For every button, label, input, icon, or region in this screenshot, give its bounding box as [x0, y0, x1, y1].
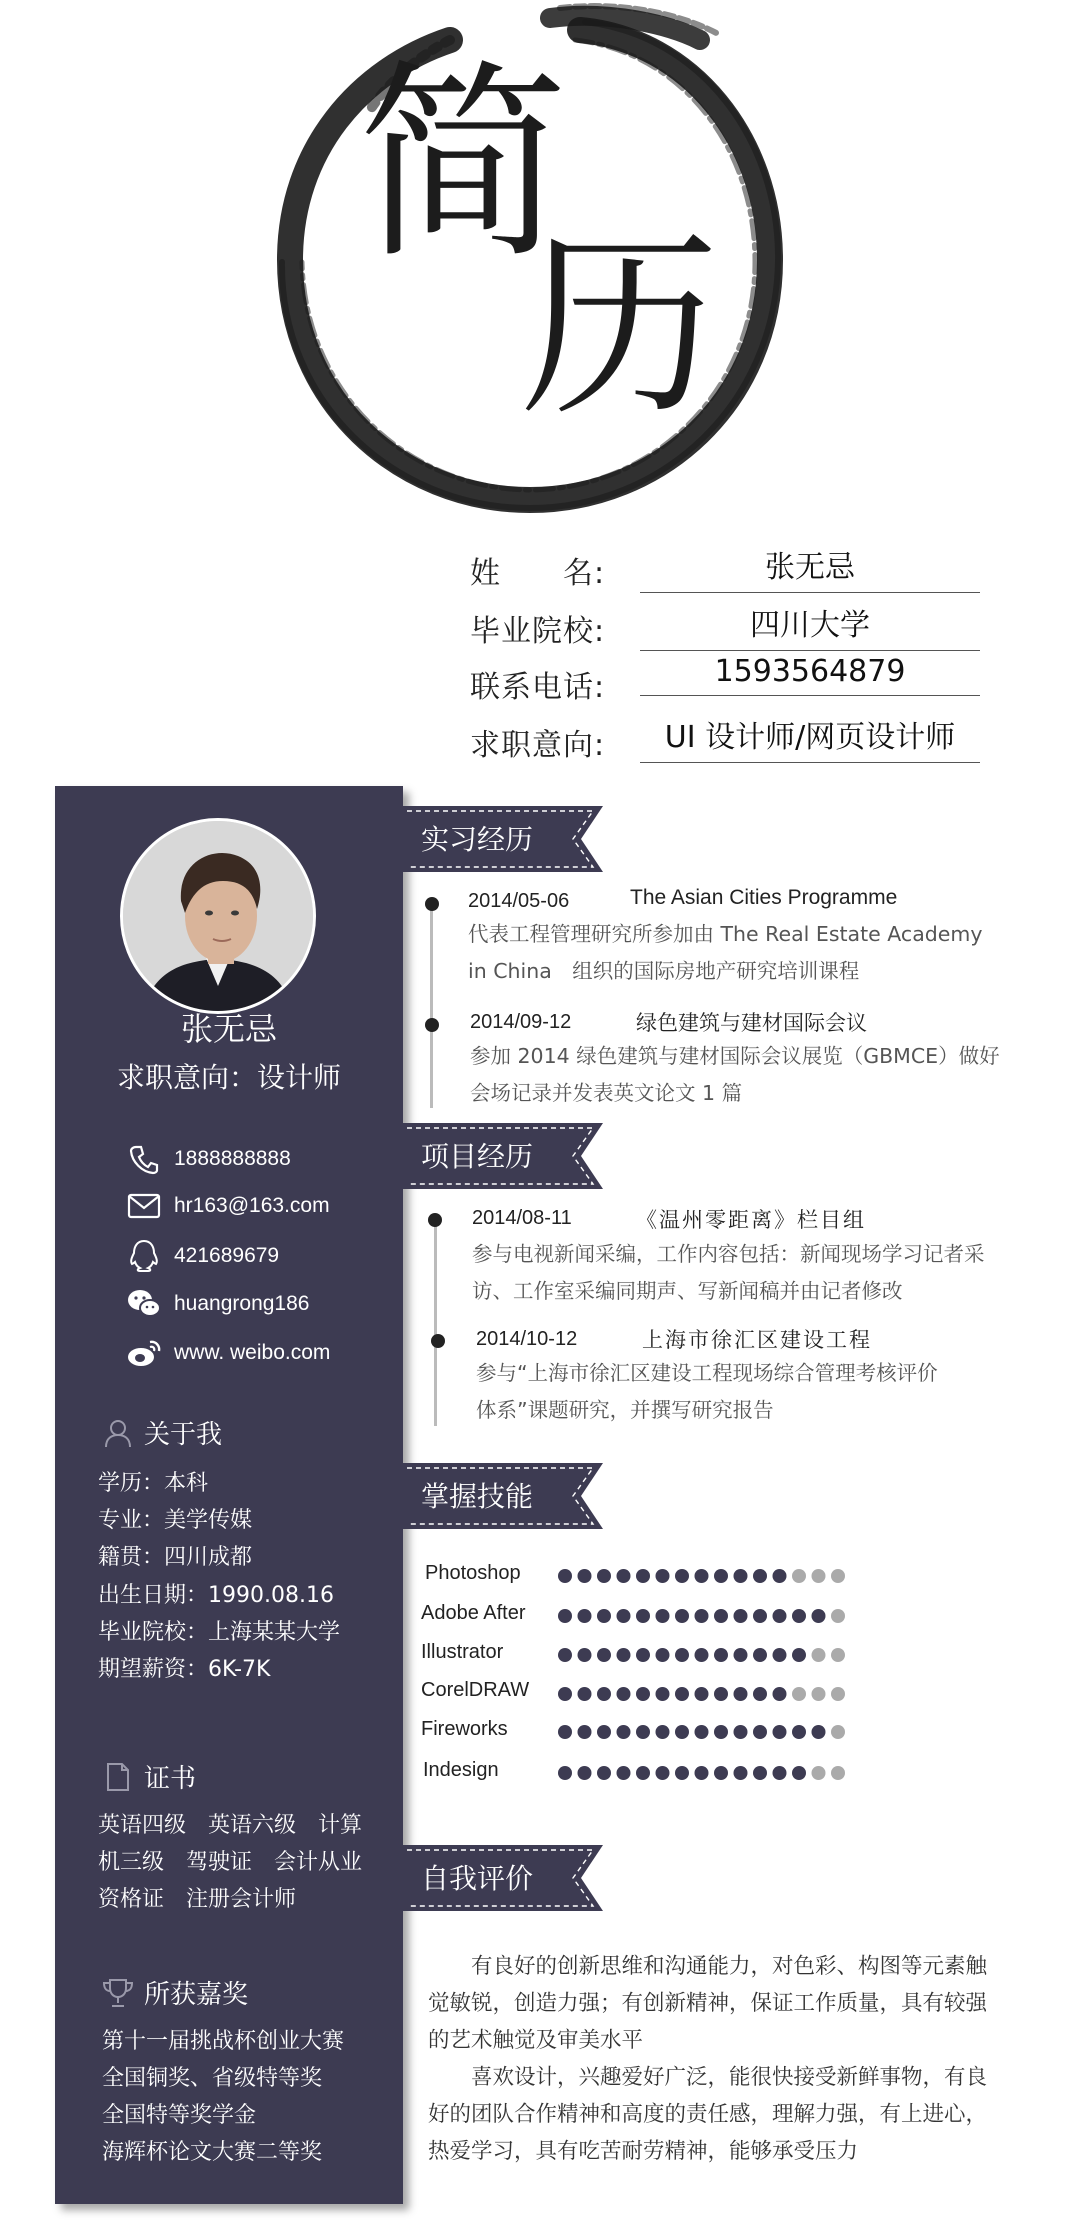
about-line: 籍贯：四川成都	[98, 1545, 253, 1570]
cert-line: 资格证 注册会计师	[98, 1887, 297, 1912]
skill-dot-filled	[812, 1609, 826, 1623]
document-icon	[100, 1759, 136, 1795]
skill-dot-filled	[714, 1569, 728, 1583]
phone-icon	[124, 1141, 164, 1177]
projects-heading: 项目经历	[421, 1140, 534, 1173]
project-1-desc-1: 参与电视新闻采编，工作内容包括：新闻现场学习记者采	[472, 1242, 985, 1266]
skill-dot-filled	[636, 1609, 650, 1623]
certs-heading-text: 证书	[144, 1764, 197, 1794]
timeline-dot	[425, 1018, 439, 1032]
evaluation-line: 喜欢设计，兴趣爱好广泛，能很快接受新鲜事物，有良	[428, 2065, 988, 2090]
skill-name: CorelDRAW	[421, 1679, 530, 1701]
phone-label: 联系电话:	[470, 670, 606, 705]
skill-dot-filled	[773, 1609, 787, 1623]
about-line: 出生日期：1990.08.16	[98, 1583, 334, 1608]
phone-value: 1593564879	[640, 654, 980, 696]
target-label: 求职意向:	[470, 728, 606, 763]
ribbon-evaluation	[403, 1845, 608, 1911]
skill-dot-filled	[636, 1766, 650, 1780]
skill-dot-empty	[831, 1648, 845, 1662]
skill-dot-empty	[812, 1766, 826, 1780]
about-line: 学历：本科	[98, 1471, 209, 1496]
contact-email	[124, 1186, 330, 1226]
contact-qq	[124, 1236, 279, 1276]
skill-name: Adobe After	[421, 1602, 526, 1624]
skill-dot-filled	[617, 1609, 631, 1623]
skill-rating	[557, 1686, 850, 1702]
skill-dot-filled	[812, 1725, 826, 1739]
skill-dot-filled	[773, 1725, 787, 1739]
target-value: UI 设计师/网页设计师	[640, 712, 980, 763]
skill-dot-filled	[753, 1725, 767, 1739]
skill-dot-filled	[753, 1687, 767, 1701]
weibo-icon	[124, 1335, 164, 1371]
qq-icon	[124, 1238, 164, 1274]
project-1-title: 《温州零距离》栏目组	[636, 1208, 866, 1232]
skill-dot-empty	[831, 1609, 845, 1623]
contact-qq-text: 421689679	[174, 1244, 280, 1267]
award-line: 全国特等奖学金	[102, 2103, 257, 2128]
skill-dot-filled	[714, 1725, 728, 1739]
skill-dot-filled	[714, 1766, 728, 1780]
skill-dot-filled	[558, 1648, 572, 1662]
intern-1-title: The Asian Cities Programme	[630, 886, 898, 909]
intern-1-date: 2014/05-06	[468, 890, 570, 912]
timeline-line	[430, 900, 433, 1108]
skill-dot-filled	[695, 1687, 709, 1701]
skill-dot-filled	[617, 1569, 631, 1583]
skill-rating	[557, 1568, 850, 1584]
awards-heading-text: 所获嘉奖	[144, 1980, 249, 2010]
skill-dot-filled	[714, 1687, 728, 1701]
skill-dot-filled	[773, 1687, 787, 1701]
skill-dot-filled	[656, 1609, 670, 1623]
intern-1-desc-2: in China 组织的国际房地产研究培训课程	[468, 959, 860, 983]
project-1-desc-2: 访、工作室采编同期声、写新闻稿并由记者修改	[472, 1279, 903, 1303]
skill-dot-filled	[656, 1687, 670, 1701]
skill-dot-filled	[656, 1766, 670, 1780]
skill-dot-filled	[558, 1609, 572, 1623]
intern-1-desc-1: 代表工程管理研究所参加由 The Real Estate Academy	[468, 922, 983, 946]
skill-dot-filled	[597, 1648, 611, 1662]
skill-dot-filled	[675, 1609, 689, 1623]
skill-dot-filled	[773, 1766, 787, 1780]
skill-dot-filled	[558, 1569, 572, 1583]
sidebar-name: 张无忌	[180, 1010, 277, 1048]
evaluation-line: 的艺术触觉及审美水平	[428, 2028, 644, 2053]
skill-rating	[557, 1647, 850, 1663]
skill-dot-empty	[831, 1687, 845, 1701]
skill-dot-filled	[636, 1687, 650, 1701]
trophy-icon	[100, 1975, 136, 2011]
project-2-date: 2014/10-12	[476, 1328, 578, 1350]
internship-heading: 实习经历	[421, 823, 534, 856]
award-line: 第十一届挑战杯创业大赛	[102, 2029, 345, 2054]
intern-2-date: 2014/09-12	[470, 1011, 572, 1033]
skill-rating	[557, 1765, 850, 1781]
wechat-icon	[124, 1286, 164, 1322]
skill-dot-filled	[558, 1687, 572, 1701]
skill-dot-filled	[617, 1725, 631, 1739]
contact-weibo	[124, 1333, 330, 1373]
skill-dot-filled	[597, 1687, 611, 1701]
skill-dot-filled	[753, 1766, 767, 1780]
skill-dot-filled	[734, 1687, 748, 1701]
skills-heading: 掌握技能	[421, 1480, 534, 1513]
skill-name: Indesign	[423, 1759, 499, 1781]
evaluation-line: 好的团队合作精神和高度的责任感，理解力强，有上进心，	[428, 2102, 988, 2127]
title-char-li: 历	[520, 211, 721, 444]
skill-dot-filled	[734, 1648, 748, 1662]
skill-dot-filled	[734, 1766, 748, 1780]
skill-dot-filled	[695, 1609, 709, 1623]
mail-icon	[124, 1188, 164, 1224]
skill-dot-empty	[831, 1725, 845, 1739]
skill-dot-filled	[714, 1609, 728, 1623]
skill-dot-filled	[636, 1725, 650, 1739]
about-line: 毕业院校：上海某某大学	[98, 1620, 341, 1645]
skill-name: Fireworks	[421, 1718, 508, 1740]
skill-dot-filled	[578, 1569, 592, 1583]
timeline-dot	[428, 1213, 442, 1227]
project-2-desc-2: 体系”课题研究，并撰写研究报告	[476, 1398, 774, 1422]
school-label: 毕业院校:	[470, 614, 606, 649]
skill-dot-filled	[675, 1648, 689, 1662]
skill-dot-filled	[773, 1648, 787, 1662]
skill-dot-filled	[636, 1648, 650, 1662]
intern-2-desc-2: 会场记录并发表英文论文 1 篇	[470, 1081, 743, 1105]
award-line: 全国铜奖、省级特等奖	[102, 2066, 323, 2091]
skill-rating	[557, 1608, 850, 1624]
skill-dot-filled	[734, 1725, 748, 1739]
skill-dot-filled	[617, 1766, 631, 1780]
school-value: 四川大学	[640, 600, 980, 651]
about-heading	[100, 1414, 222, 1451]
skill-dot-filled	[753, 1609, 767, 1623]
skill-dot-filled	[617, 1648, 631, 1662]
name-label: 姓 名:	[470, 556, 606, 591]
skill-dot-filled	[792, 1648, 806, 1662]
ribbon-projects	[403, 1123, 608, 1189]
contact-weibo-text: www. weibo.com	[174, 1341, 331, 1364]
title-char-jian: 简	[358, 42, 569, 287]
skill-dot-filled	[773, 1569, 787, 1583]
skill-dot-filled	[792, 1609, 806, 1623]
skill-dot-filled	[617, 1687, 631, 1701]
evaluation-heading: 自我评价	[421, 1862, 534, 1895]
skill-dot-empty	[792, 1687, 806, 1701]
skill-dot-filled	[695, 1766, 709, 1780]
skill-dot-filled	[792, 1725, 806, 1739]
skill-dot-filled	[578, 1687, 592, 1701]
contact-wechat-text: huangrong186	[174, 1292, 310, 1315]
evaluation-line: 觉敏锐，创造力强；有创新精神，保证工作质量，具有较强	[428, 1991, 988, 2016]
project-2-desc-1: 参与“上海市徐汇区建设工程现场综合管理考核评价	[476, 1361, 938, 1385]
contact-wechat	[124, 1284, 309, 1324]
skill-dot-empty	[831, 1569, 845, 1583]
skill-dot-empty	[812, 1648, 826, 1662]
contact-email-text: hr163@163.com	[174, 1194, 330, 1217]
evaluation-line: 热爱学习，具有吃苦耐劳精神，能够承受压力	[428, 2139, 859, 2164]
ribbon-skills	[403, 1463, 608, 1529]
skill-dot-filled	[558, 1725, 572, 1739]
evaluation-line: 有良好的创新思维和沟通能力，对色彩、构图等元素触	[428, 1954, 988, 1979]
person-icon	[100, 1415, 136, 1451]
skill-dot-filled	[734, 1609, 748, 1623]
skill-dot-filled	[734, 1569, 748, 1583]
skill-dot-filled	[753, 1569, 767, 1583]
skill-dot-filled	[597, 1766, 611, 1780]
project-1-date: 2014/08-11	[472, 1207, 572, 1229]
skill-dot-filled	[695, 1648, 709, 1662]
skill-dot-filled	[714, 1648, 728, 1662]
cert-line: 英语四级 英语六级 计算	[98, 1813, 363, 1838]
timeline-dot	[431, 1334, 445, 1348]
sidebar-objective: 求职意向：设计师	[116, 1061, 341, 1094]
skill-name: Illustrator	[421, 1641, 504, 1663]
skill-dot-filled	[578, 1766, 592, 1780]
award-line: 海辉杯论文大赛二等奖	[102, 2140, 323, 2165]
skill-dot-filled	[597, 1569, 611, 1583]
skill-dot-filled	[558, 1766, 572, 1780]
skill-dot-filled	[578, 1648, 592, 1662]
contact-phone-text: 1888888888	[174, 1147, 291, 1170]
intern-2-desc-1: 参加 2014 绿色建筑与建材国际会议展览（GBMCE）做好	[470, 1044, 1000, 1068]
timeline-line	[434, 1218, 437, 1426]
timeline-dot	[425, 897, 439, 911]
skill-dot-filled	[636, 1569, 650, 1583]
skill-dot-filled	[695, 1725, 709, 1739]
awards-heading	[100, 1974, 248, 2011]
skill-dot-empty	[812, 1687, 826, 1701]
intern-2-title: 绿色建筑与建材国际会议	[636, 1011, 867, 1035]
skill-dot-filled	[675, 1725, 689, 1739]
skill-dot-filled	[753, 1648, 767, 1662]
skill-name: Photoshop	[425, 1562, 521, 1584]
skill-dot-filled	[675, 1766, 689, 1780]
skill-rating	[557, 1724, 850, 1740]
skill-dot-filled	[695, 1569, 709, 1583]
skill-dot-filled	[675, 1569, 689, 1583]
skill-dot-filled	[675, 1687, 689, 1701]
skill-dot-filled	[597, 1609, 611, 1623]
about-heading-text: 关于我	[144, 1420, 223, 1450]
skill-dot-filled	[597, 1725, 611, 1739]
skill-dot-filled	[792, 1766, 806, 1780]
skill-dot-filled	[578, 1609, 592, 1623]
about-line: 期望薪资：6K-7K	[98, 1657, 271, 1682]
skill-dot-empty	[812, 1569, 826, 1583]
skill-dot-empty	[792, 1569, 806, 1583]
skill-dot-filled	[578, 1725, 592, 1739]
skill-dot-empty	[831, 1766, 845, 1780]
cert-line: 机三级 驾驶证 会计从业	[98, 1850, 363, 1875]
certs-heading	[100, 1758, 196, 1795]
contact-phone	[124, 1139, 291, 1179]
name-value: 张无忌	[640, 542, 980, 593]
ribbon-internship	[403, 806, 608, 872]
skill-dot-filled	[656, 1725, 670, 1739]
about-line: 专业：美学传媒	[98, 1508, 253, 1533]
skill-dot-filled	[656, 1569, 670, 1583]
avatar	[120, 818, 316, 1014]
project-2-title: 上海市徐汇区建设工程	[642, 1328, 872, 1352]
skill-dot-filled	[656, 1648, 670, 1662]
